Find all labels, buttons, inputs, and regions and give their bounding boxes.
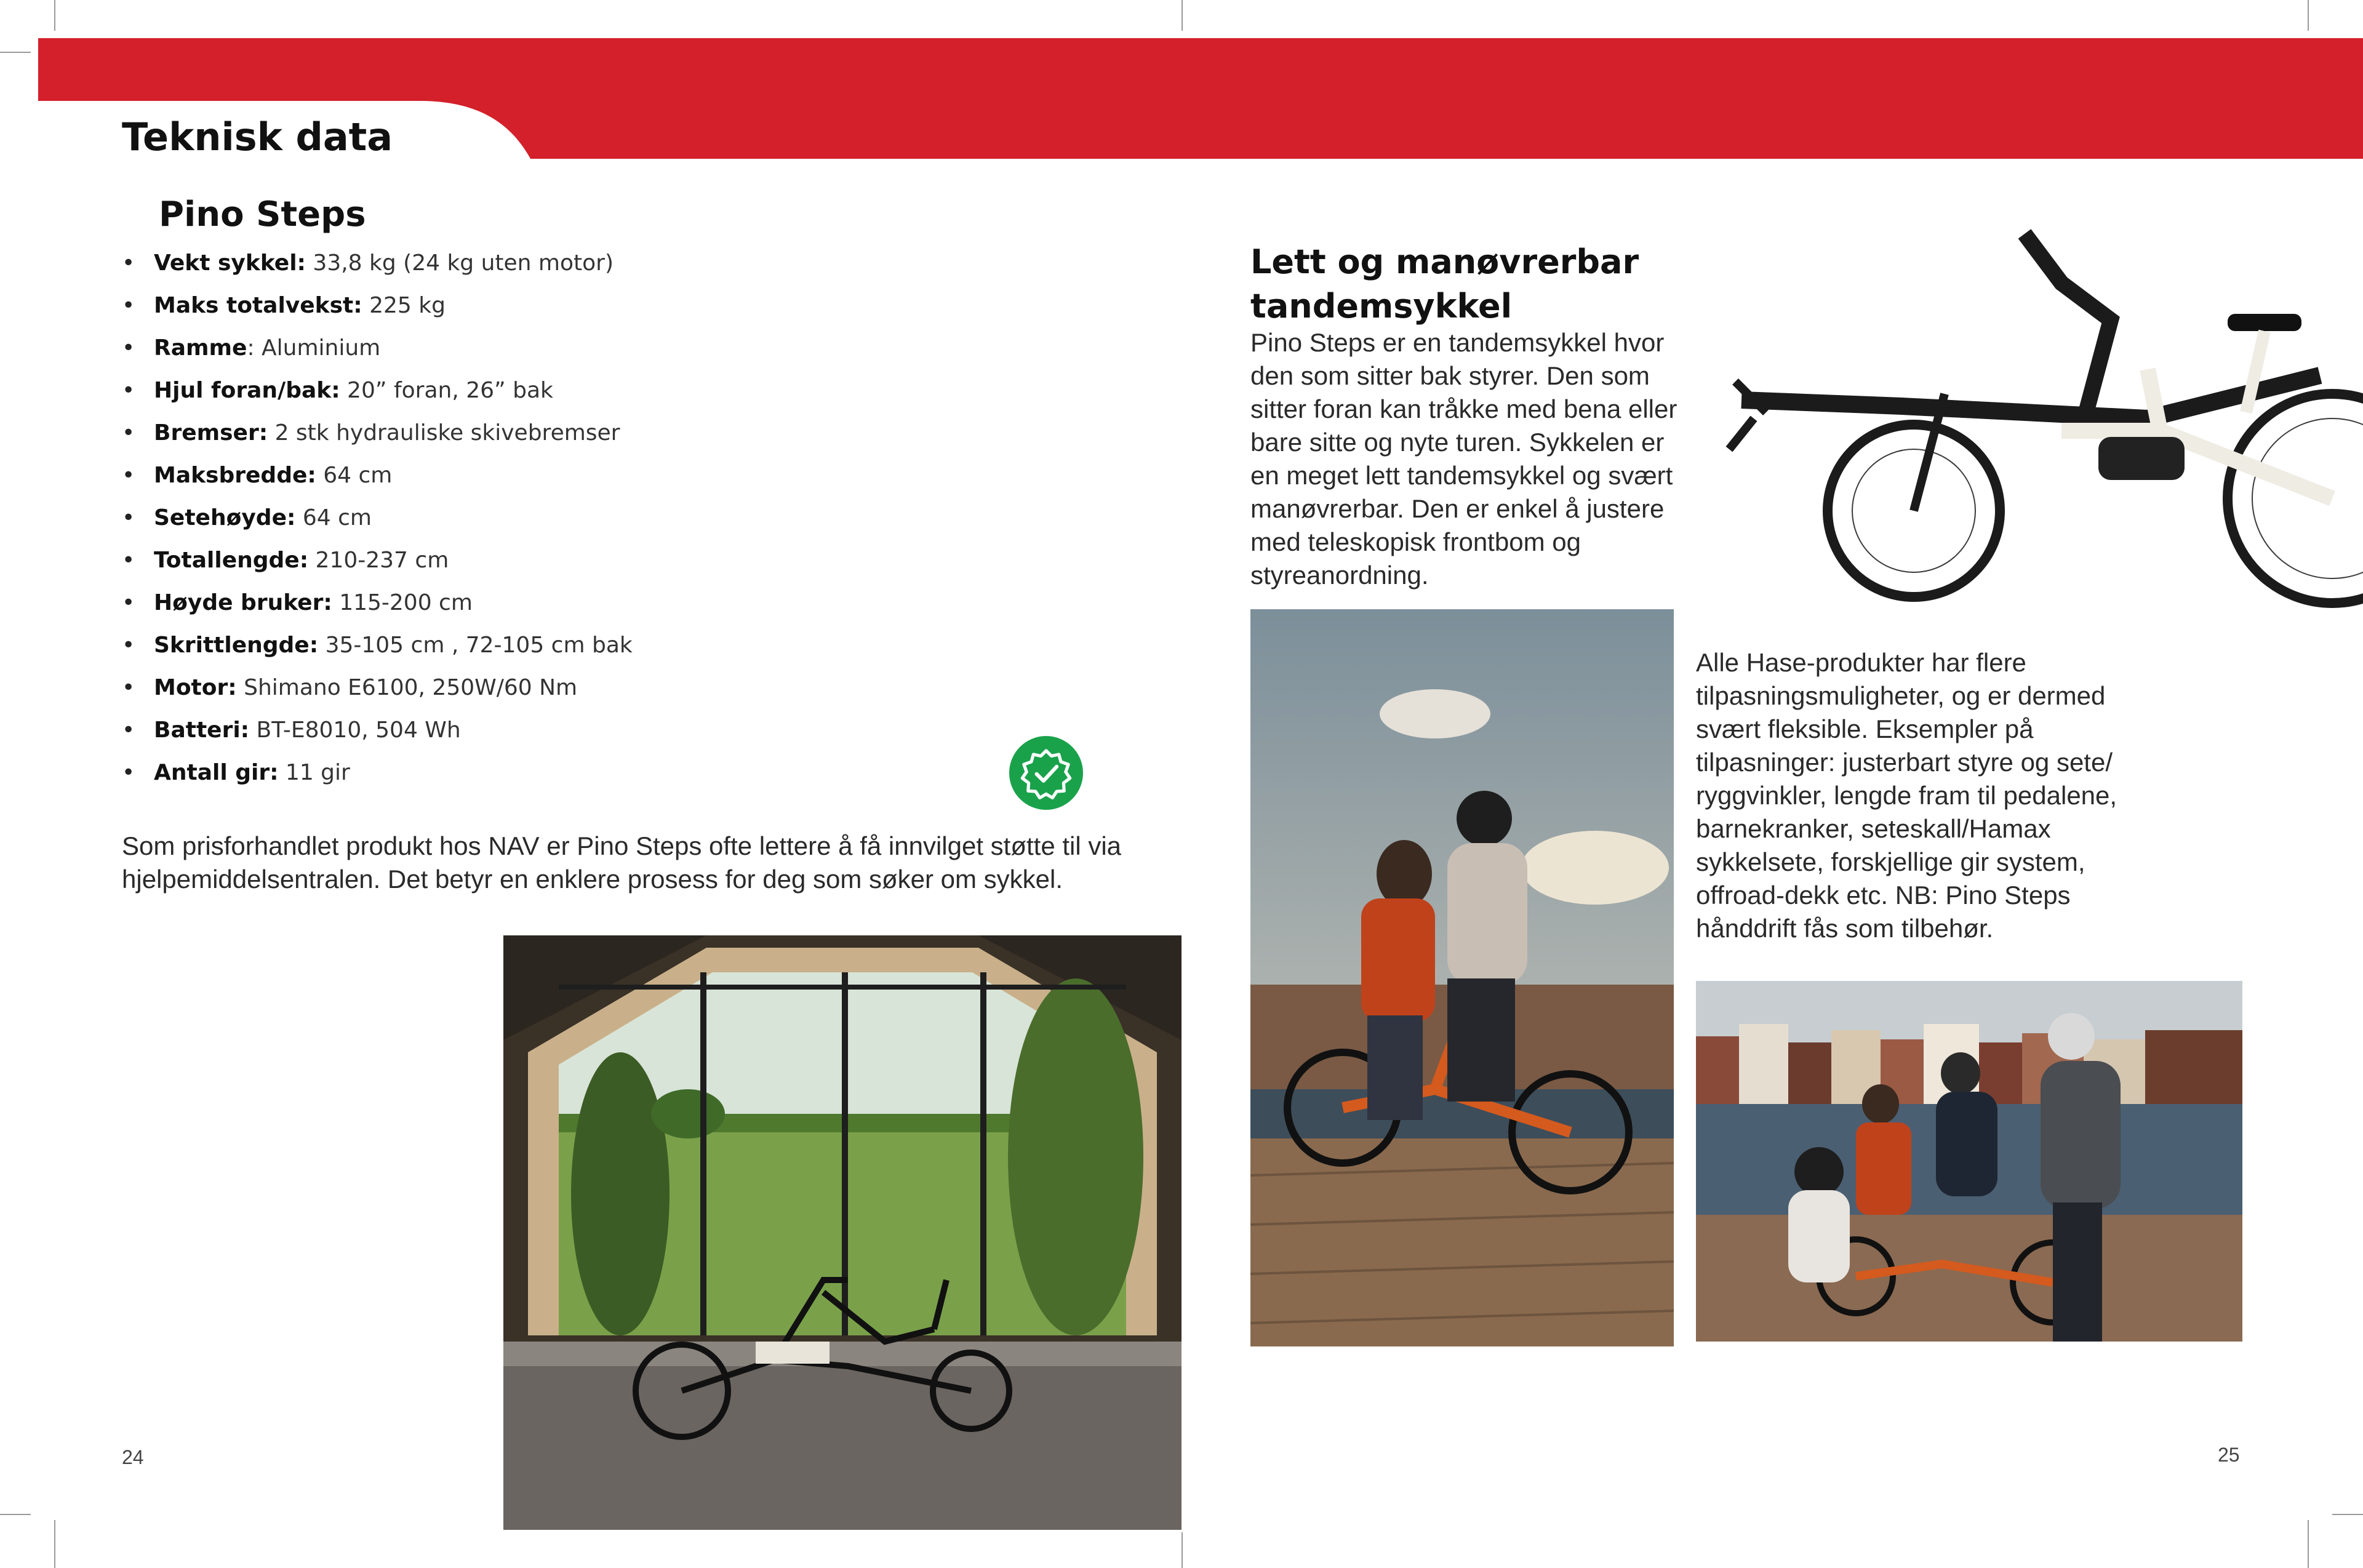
crop-mark <box>54 0 55 31</box>
family-harbour-photo-2 <box>1696 981 2242 1342</box>
bike-studio-photo <box>1717 209 2363 615</box>
crop-mark <box>2332 1514 2363 1515</box>
page-number-right: 25 <box>2218 1444 2240 1466</box>
spec-item: • Høyde bruker: 115-200 cm <box>122 586 983 628</box>
bike-in-house-photo <box>503 935 1182 1530</box>
spec-item: • Maksbredde: 64 cm <box>122 458 983 501</box>
crop-mark <box>54 1520 55 1568</box>
spec-item: • Totallengde: 210-237 cm <box>122 543 983 586</box>
crop-mark <box>1182 0 1183 31</box>
section-heading: Lett og manøvrerbar tandemsykkel <box>1250 242 1639 326</box>
crop-mark <box>2308 0 2309 31</box>
spec-item: • Skrittlengde: 35-105 cm , 72-105 cm bak <box>122 628 983 671</box>
nav-paragraph: Som prisforhandlet produkt hos NAV er Pino Steps ofte lettere å få innvilget støtte til via hjelpemiddelsentralen. Det betyr en enklere prosess for deg som søker om sykkel. <box>122 831 1122 894</box>
page-title: Teknisk data <box>122 114 393 159</box>
verified-check-icon <box>1009 736 1083 810</box>
crop-mark <box>2308 1520 2309 1568</box>
spec-item: • Antall gir: 11 gir <box>122 756 983 798</box>
spec-item: • Motor: Shimano E6100, 250W/60 Nm <box>122 671 983 713</box>
crop-mark <box>1182 1532 1183 1568</box>
spec-item: • Maks totalvekst: 225 kg <box>122 289 983 331</box>
spec-item: • Ramme: Aluminium <box>122 331 983 374</box>
spec-item: • Batteri: BT-E8010, 504 Wh <box>122 713 983 756</box>
intro-paragraph: Pino Steps er en tandemsykkel hvor den som sitter bak styrer. Den som sitter foran kan tråkke med bena eller bare sitte og nyte turen. Sykkelen er en meget lett tandemsykkel og svært manøvrerbar. Den er enkel å justere med teleskopisk frontbom og styreanordning. <box>1250 328 1677 590</box>
spec-list <box>122 246 983 798</box>
crop-mark <box>0 1514 31 1515</box>
hase-paragraph: Alle Hase-produkter har flere tilpasningsmuligheter, og er dermed svært fleksible. Eksempler på tilpasninger: justerbart styre og sete/ ryggvinkler, lengde fram til pedalene, barnekranker, seteskall/Hamax sykkelsete, forskjellige gir system, offroad-dekk etc. NB: Pino Steps hånddrift fås som tilbehør. <box>1696 648 2117 943</box>
spec-item: • Hjul foran/bak: 20” foran, 26” bak <box>122 374 983 416</box>
crop-mark <box>0 52 31 53</box>
page-number-left: 24 <box>122 1446 144 1468</box>
product-name: Pino Steps <box>159 194 366 234</box>
spec-item: • Setehøyde: 64 cm <box>122 501 983 543</box>
spec-item: • Vekt sykkel: 33,8 kg (24 kg uten motor) <box>122 246 983 289</box>
spec-item: • Bremser: 2 stk hydrauliske skivebremser <box>122 416 983 458</box>
family-harbour-photo <box>1250 609 1674 1346</box>
